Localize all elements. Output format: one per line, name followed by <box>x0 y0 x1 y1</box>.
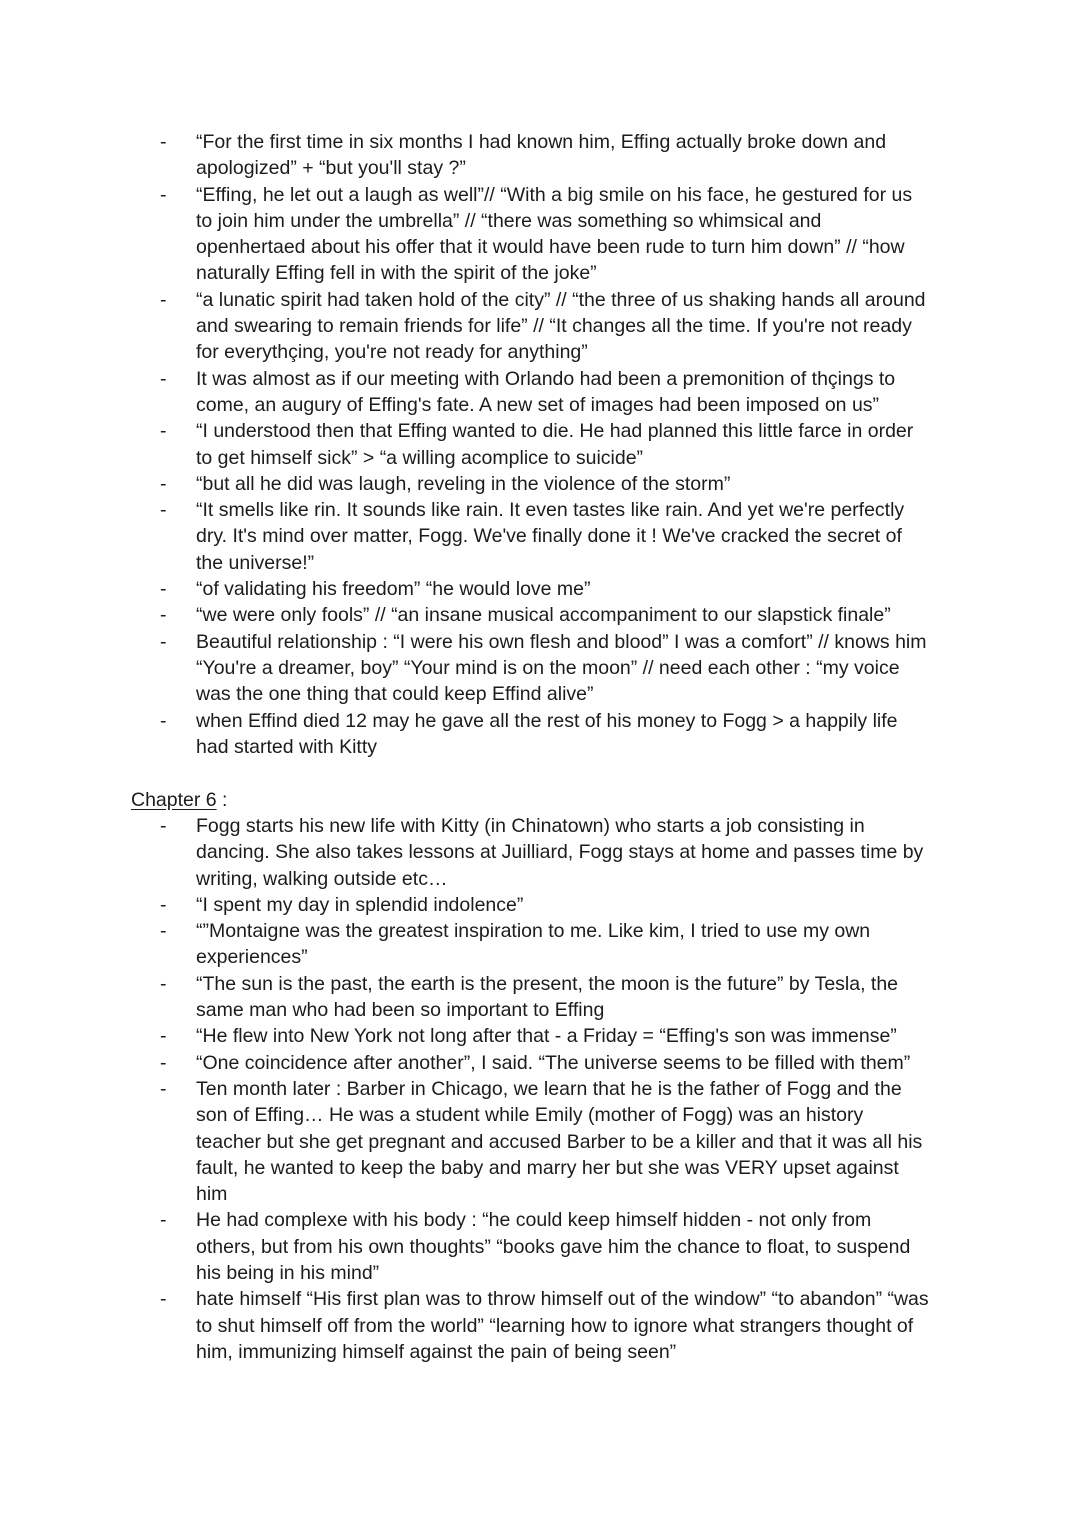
item-text-line: “I understood then that Effing wanted to die. He had planned this little farce in order <box>196 420 914 443</box>
bullet-dash: - <box>160 1025 167 1048</box>
item-text-line: “we were only fools” // “an insane musical accompaniment to our slapstick finale” <box>196 604 891 627</box>
bullet-dash: - <box>160 183 167 206</box>
item-text-line: “You're a dreamer, boy” “Your mind is on the moon” // need each other : “my voice <box>196 656 900 679</box>
list-item <box>0 497 956 576</box>
item-text-line: “For the first time in six months I had known him, Effing actually broke down and <box>196 131 887 153</box>
item-text-line: son of Effing… He was a student while Emily (mother of Fogg) was an history <box>196 1104 864 1127</box>
list-item <box>0 366 956 419</box>
list-item <box>0 471 956 497</box>
item-text-line: “I spent my day in splendid indolence” <box>196 893 524 916</box>
bullet-dash: - <box>160 367 167 390</box>
list-item <box>0 1286 956 1365</box>
bullet-dash: - <box>160 1288 167 1311</box>
item-text-line: “”Montaigne was the greatest inspiration to me. Like kim, I tried to use my own <box>196 920 871 943</box>
item-text-line: openhertaed about his offer that it would have been rude to turn him down” // “how <box>196 236 905 259</box>
item-text-line: He had complexe with his body : “he could keep himself hidden - not only from <box>196 1209 872 1232</box>
bullet-dash: - <box>160 578 167 601</box>
list-item <box>0 129 956 182</box>
list-item <box>0 1076 956 1207</box>
list-item <box>0 918 956 971</box>
bullet-dash: - <box>160 499 167 522</box>
item-text-line: him, immunizing himself against the pain of being seen” <box>196 1340 677 1363</box>
item-text-line: same man who had been so important to Effing <box>196 999 605 1022</box>
bullet-dash: - <box>160 472 167 495</box>
bullet-dash: - <box>160 604 167 627</box>
item-text-line: dancing. She also takes lessons at Juilliard, Fogg stays at home and passes time by <box>196 841 924 864</box>
item-text-line: to shut himself off from the world” “learning how to ignore what strangers thought of <box>196 1314 914 1337</box>
bullet-dash: - <box>160 1051 167 1074</box>
item-text-line: when Effind died 12 may he gave all the rest of his money to Fogg > a happily life <box>196 709 898 732</box>
item-text-line: hate himself “His first plan was to throw himself out of the window” “to abandon” “was <box>196 1288 929 1311</box>
item-text-line: apologized” + “but you'll stay ?” <box>196 157 466 180</box>
item-text-line: naturally Effing fell in with the spirit of the joke” <box>196 262 597 285</box>
item-text-line: writing, walking outside etc… <box>196 867 448 890</box>
list-item <box>0 182 956 287</box>
list-item <box>0 576 956 602</box>
list-item <box>0 1023 956 1049</box>
list-item <box>0 971 956 1024</box>
item-text-line: fault, he wanted to keep the baby and marry her but she was VERY upset against <box>196 1156 899 1179</box>
item-text-line: Ten month later : Barber in Chicago, we learn that he is the father of Fogg and the <box>196 1077 902 1100</box>
item-text-line: had started with Kitty <box>196 735 378 758</box>
item-text-line: It was almost as if our meeting with Orlando had been a premonition of thçings to <box>196 367 896 390</box>
bullet-dash: - <box>160 920 167 943</box>
list-item <box>0 629 956 708</box>
bullet-dash: - <box>160 893 167 916</box>
list-item <box>0 1050 956 1076</box>
list-item <box>0 892 956 918</box>
item-text-line: “It smells like rin. It sounds like rain. It even tastes like rain. And yet we're perfectly <box>196 499 905 522</box>
bullet-dash: - <box>160 972 167 995</box>
bullet-list-chapter <box>0 813 1080 1365</box>
item-text-line: “but all he did was laugh, reveling in the violence of the storm” <box>196 472 731 495</box>
bullet-dash: - <box>160 288 167 311</box>
item-text-line: “The sun is the past, the earth is the present, the moon is the future” by Tesla, the <box>196 972 899 995</box>
list-item <box>0 287 956 366</box>
list-item <box>0 708 956 761</box>
list-item <box>0 1207 956 1286</box>
item-text-line: his being in his mind” <box>196 1262 380 1285</box>
item-text-line: “One coincidence after another”, I said. “The universe seems to be filled with them” <box>196 1051 911 1074</box>
item-text-line: and swearing to remain friends for life” // “It changes all the time. If you're not ready <box>196 315 912 338</box>
bullet-dash: - <box>160 1077 167 1100</box>
bullet-list-top <box>0 129 1080 760</box>
item-text-line: to join him under the umbrella” // “there was something so whimsical and <box>196 209 822 232</box>
item-text-line: Beautiful relationship : “I were his own flesh and blood” I was a comfort” // knows him <box>196 630 927 653</box>
item-text-line: Fogg starts his new life with Kitty (in Chinatown) who starts a job consisting in <box>196 815 865 837</box>
chapter-heading <box>131 787 227 813</box>
item-text-line: “a lunatic spirit had taken hold of the city” // “the three of us shaking hands all around <box>196 288 926 311</box>
list-item <box>0 418 956 471</box>
item-text-line: “He flew into New York not long after that - a Friday = “Effing's son was immense” <box>196 1025 897 1048</box>
item-text-line: “of validating his freedom” “he would love me” <box>196 578 591 601</box>
list-item <box>0 813 956 892</box>
item-text-line: “Effing, he let out a laugh as well”// “With a big smile on his face, he gestured for us <box>196 183 913 206</box>
item-text-line: others, but from his own thoughts” “books gave him the chance to float, to suspend <box>196 1235 911 1258</box>
item-text-line: dry. It's mind over matter, Fogg. We've finally done it ! We've cracked the secret of <box>196 525 902 548</box>
chapter-title: Chapter 6 <box>131 789 217 811</box>
bullet-dash: - <box>160 630 167 653</box>
item-text-line: teacher but she get pregnant and accused Barber to be a killer and that it was all his <box>196 1130 923 1153</box>
item-text-line: come, an augury of Effing's fate. A new set of images had been imposed on us” <box>196 393 880 416</box>
chapter-colon: : <box>216 789 228 811</box>
list-item <box>0 602 956 628</box>
item-text-line: for everythçing, you're not ready for anything” <box>196 341 588 364</box>
item-text-line: to get himself sick” > “a willing acomplice to suicide” <box>196 446 644 469</box>
item-text-line: the universe!” <box>196 551 315 574</box>
item-text-line: was the one thing that could keep Effind alive” <box>196 683 594 706</box>
item-text-line: experiences” <box>196 946 308 969</box>
bullet-dash: - <box>160 815 167 837</box>
bullet-dash: - <box>160 131 167 153</box>
bullet-dash: - <box>160 709 167 732</box>
bullet-dash: - <box>160 420 167 443</box>
item-text-line: him <box>196 1183 228 1206</box>
bullet-dash: - <box>160 1209 167 1232</box>
